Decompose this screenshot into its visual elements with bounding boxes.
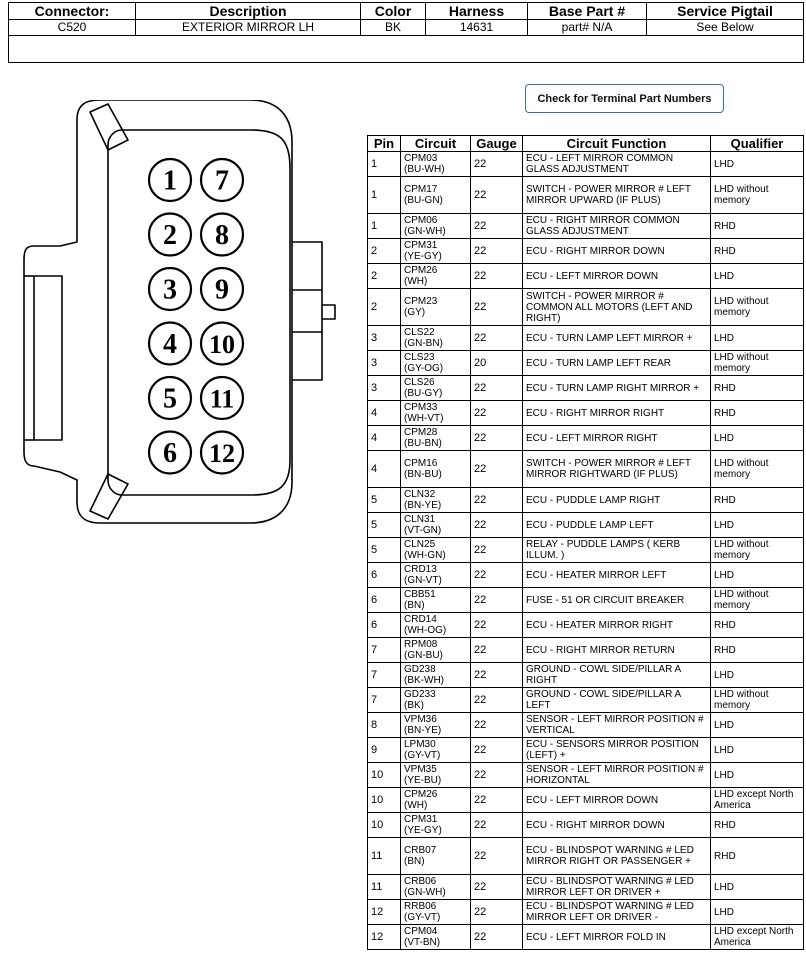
connector-top-latch <box>90 104 128 150</box>
circuit-cell <box>401 351 471 376</box>
qualifier-cell: LHD <box>711 513 804 538</box>
table-row <box>368 713 804 738</box>
table-row <box>368 738 804 763</box>
connector-pin-2 <box>149 214 191 256</box>
header-base-part-label: Base Part # <box>528 3 647 19</box>
circuit-cell <box>401 326 471 351</box>
circuit-function-cell: ECU - BLINDSPOT WARNING # LED MIRROR LEFT OR DRIVER - <box>523 900 711 925</box>
connector-pin-12 <box>201 432 243 474</box>
gauge-cell: 22 <box>471 613 523 638</box>
table-row <box>368 663 804 688</box>
circuit-code: CLS22 <box>404 327 435 338</box>
circuit-function-cell: ECU - RIGHT MIRROR DOWN <box>523 239 711 264</box>
gauge-cell: 22 <box>471 925 523 950</box>
header-color-label: Color <box>361 3 426 19</box>
pin-cell: 7 <box>368 663 401 688</box>
qualifier-cell: RHD <box>711 401 804 426</box>
qualifier-cell: LHD without memory <box>711 588 804 613</box>
gauge-cell: 22 <box>471 738 523 763</box>
circuit-cell <box>401 451 471 488</box>
pin-number-label: 11 <box>209 384 235 414</box>
circuit-cell <box>401 838 471 875</box>
check-terminal-part-numbers-button[interactable]: Check for Terminal Part Numbers <box>525 84 724 113</box>
header-description-label: Description <box>136 3 361 19</box>
qualifier-cell: LHD <box>711 875 804 900</box>
circuit-wire-color: (BK) <box>404 700 424 711</box>
circuit-wire-color: (WH) <box>404 800 428 811</box>
pin-cell: 12 <box>368 925 401 950</box>
circuit-code: CPM26 <box>404 265 438 276</box>
circuit-cell <box>401 152 471 177</box>
circuit-cell <box>401 239 471 264</box>
column-header-pin: Pin <box>368 136 401 152</box>
qualifier-cell: LHD without memory <box>711 688 804 713</box>
circuit-function-cell: ECU - SENSORS MIRROR POSITION (LEFT) + <box>523 738 711 763</box>
gauge-cell: 22 <box>471 376 523 401</box>
gauge-cell: 22 <box>471 214 523 239</box>
header-service-pigtail-value: See Below <box>696 20 754 34</box>
pin-cell: 8 <box>368 713 401 738</box>
pin-cell: 12 <box>368 900 401 925</box>
pin-cell: 4 <box>368 401 401 426</box>
pin-cell: 4 <box>368 451 401 488</box>
circuit-function-cell: ECU - LEFT MIRROR FOLD IN <box>523 925 711 950</box>
circuit-code: CLN25 <box>404 539 436 550</box>
circuit-code: LPM30 <box>404 739 436 750</box>
circuit-code: CRB06 <box>404 876 437 887</box>
circuit-wire-color: (WH) <box>404 276 428 287</box>
table-row <box>368 763 804 788</box>
circuit-cell <box>401 900 471 925</box>
pin-number-label: 9 <box>215 274 229 306</box>
header-harness-label: Harness <box>426 3 528 19</box>
header-base-part-value: part# N/A <box>528 19 647 35</box>
circuit-function-cell: ECU - RIGHT MIRROR RETURN <box>523 638 711 663</box>
qualifier-cell: LHD <box>711 763 804 788</box>
circuit-wire-color: (VT-BN) <box>404 937 441 948</box>
circuit-cell <box>401 875 471 900</box>
circuit-cell <box>401 538 471 563</box>
connector-left-lock <box>34 276 62 440</box>
circuit-function-cell: ECU - BLINDSPOT WARNING # LED MIRROR LEFT OR DRIVER + <box>523 875 711 900</box>
circuit-function-cell: SWITCH - POWER MIRROR # COMMON ALL MOTORS (LEFT AND RIGHT) <box>523 289 711 326</box>
circuit-code: CPM23 <box>404 296 438 307</box>
circuit-code: VPM35 <box>404 764 437 775</box>
pin-cell: 1 <box>368 152 401 177</box>
pin-number-label: 6 <box>163 438 177 469</box>
circuit-wire-color: (VT-GN) <box>404 525 442 536</box>
circuit-wire-color: (WH-OG) <box>404 625 447 636</box>
circuit-function-cell: ECU - LEFT MIRROR RIGHT <box>523 426 711 451</box>
qualifier-cell: LHD <box>711 738 804 763</box>
circuit-function-cell: GROUND - COWL SIDE/PILLAR A LEFT <box>523 688 711 713</box>
table-row <box>368 289 804 326</box>
qualifier-cell: RHD <box>711 214 804 239</box>
circuit-function-cell: ECU - BLINDSPOT WARNING # LED MIRROR RIGHT OR PASSENGER + <box>523 838 711 875</box>
connector-right-rib-top <box>292 242 322 290</box>
gauge-cell: 22 <box>471 713 523 738</box>
header-connector-value: C520 <box>9 19 136 35</box>
gauge-cell: 22 <box>471 451 523 488</box>
table-row <box>368 451 804 488</box>
circuit-code: GD238 <box>404 664 436 675</box>
header-harness-value: 14631 <box>426 19 528 35</box>
pin-number-label: 1 <box>163 165 177 197</box>
gauge-cell: 22 <box>471 813 523 838</box>
qualifier-cell: LHD <box>711 426 804 451</box>
connector-pin-layer <box>149 159 243 474</box>
circuit-code: CPM26 <box>404 789 438 800</box>
circuit-wire-color: (GN-BN) <box>404 338 443 349</box>
circuit-code: CPM31 <box>404 240 438 251</box>
circuit-function-cell: ECU - PUDDLE LAMP LEFT <box>523 513 711 538</box>
header-service-pigtail-label: Service Pigtail <box>677 3 773 19</box>
circuit-wire-color: (GY-OG) <box>404 363 444 374</box>
table-row <box>368 264 804 289</box>
table-row <box>368 177 804 214</box>
pin-cell: 4 <box>368 426 401 451</box>
pin-cell: 2 <box>368 264 401 289</box>
qualifier-cell: LHD <box>711 713 804 738</box>
circuit-cell <box>401 588 471 613</box>
circuit-wire-color: (GY-VT) <box>404 750 441 761</box>
circuit-cell <box>401 638 471 663</box>
pin-number-label: 5 <box>163 383 177 415</box>
gauge-cell: 22 <box>471 326 523 351</box>
pin-number-label: 2 <box>163 220 177 251</box>
qualifier-cell: RHD <box>711 376 804 401</box>
connector-header-table <box>8 2 804 63</box>
pin-cell: 2 <box>368 239 401 264</box>
pin-cell: 10 <box>368 763 401 788</box>
table-row <box>368 813 804 838</box>
gauge-cell: 22 <box>471 239 523 264</box>
circuit-function-cell: ECU - HEATER MIRROR LEFT <box>523 563 711 588</box>
pin-number-label: 8 <box>215 220 229 251</box>
circuit-wire-color: (GY) <box>404 307 426 318</box>
circuit-code: CRD14 <box>404 614 437 625</box>
circuit-function-cell: ECU - TURN LAMP RIGHT MIRROR + <box>523 376 711 401</box>
header-label-row <box>9 3 803 20</box>
pin-cell: 3 <box>368 326 401 351</box>
circuit-code: VPM36 <box>404 714 437 725</box>
table-row <box>368 613 804 638</box>
qualifier-cell: LHD without memory <box>711 289 804 326</box>
circuit-cell <box>401 177 471 214</box>
gauge-cell: 22 <box>471 900 523 925</box>
qualifier-cell: LHD without memory <box>711 351 804 376</box>
gauge-cell: 22 <box>471 838 523 875</box>
circuit-wire-color: (BN-YE) <box>404 725 442 736</box>
gauge-cell: 20 <box>471 351 523 376</box>
circuit-code: RPM08 <box>404 639 438 650</box>
circuit-cell <box>401 488 471 513</box>
qualifier-cell: RHD <box>711 813 804 838</box>
circuit-wire-color: (GN-WH) <box>404 226 446 237</box>
circuit-wire-color: (BU-GY) <box>404 388 443 399</box>
circuit-code: CLS23 <box>404 352 435 363</box>
qualifier-cell: LHD <box>711 152 804 177</box>
pin-cell: 10 <box>368 813 401 838</box>
gauge-cell: 22 <box>471 513 523 538</box>
gauge-cell: 22 <box>471 152 523 177</box>
circuit-cell <box>401 663 471 688</box>
circuit-function-cell: SENSOR - LEFT MIRROR POSITION # VERTICAL <box>523 713 711 738</box>
circuit-function-cell: ECU - TURN LAMP LEFT MIRROR + <box>523 326 711 351</box>
circuit-cell <box>401 376 471 401</box>
circuit-wire-color: (WH-GN) <box>404 550 446 561</box>
circuit-code: CPM06 <box>404 215 438 226</box>
circuit-function-cell: GROUND - COWL SIDE/PILLAR A RIGHT <box>523 663 711 688</box>
circuit-code: CLN32 <box>404 489 436 500</box>
column-header-circuit: Circuit <box>401 136 471 152</box>
gauge-cell: 22 <box>471 875 523 900</box>
qualifier-cell: RHD <box>711 488 804 513</box>
connector-pin-4 <box>149 323 191 365</box>
circuit-code: CBB51 <box>404 589 436 600</box>
table-row <box>368 426 804 451</box>
pin-cell: 1 <box>368 214 401 239</box>
qualifier-cell: LHD without memory <box>711 538 804 563</box>
circuit-function-cell: RELAY - PUDDLE LAMPS ( KERB ILLUM. ) <box>523 538 711 563</box>
connector-pin-5 <box>149 377 191 419</box>
table-row <box>368 638 804 663</box>
table-row <box>368 326 804 351</box>
gauge-cell: 22 <box>471 401 523 426</box>
circuit-wire-color: (BN) <box>404 600 425 611</box>
gauge-cell: 22 <box>471 177 523 214</box>
circuit-function-cell: ECU - RIGHT MIRROR COMMON GLASS ADJUSTMENT <box>523 214 711 239</box>
table-row <box>368 152 804 177</box>
header-description-value: EXTERIOR MIRROR LH <box>136 19 361 35</box>
table-row <box>368 538 804 563</box>
qualifier-cell: LHD except North America <box>711 788 804 813</box>
pin-cell: 11 <box>368 875 401 900</box>
table-row <box>368 239 804 264</box>
pin-cell: 11 <box>368 838 401 875</box>
circuit-code: CPM28 <box>404 427 438 438</box>
table-row <box>368 875 804 900</box>
pin-cell: 1 <box>368 177 401 214</box>
qualifier-cell: LHD without memory <box>711 451 804 488</box>
circuit-function-cell: ECU - PUDDLE LAMP RIGHT <box>523 488 711 513</box>
circuit-cell <box>401 688 471 713</box>
circuit-cell <box>401 925 471 950</box>
pin-number-label: 3 <box>163 274 177 306</box>
table-row <box>368 401 804 426</box>
table-row <box>368 588 804 613</box>
pin-cell: 5 <box>368 513 401 538</box>
qualifier-cell: LHD except North America <box>711 925 804 950</box>
header-value-row <box>9 19 803 36</box>
pin-cell: 7 <box>368 638 401 663</box>
circuit-cell <box>401 813 471 838</box>
header-connector-label: Connector: <box>9 3 136 19</box>
gauge-cell: 22 <box>471 426 523 451</box>
circuit-cell <box>401 788 471 813</box>
circuit-wire-color: (YE-GY) <box>404 825 442 836</box>
circuit-cell <box>401 613 471 638</box>
circuit-wire-color: (YE-GY) <box>404 251 442 262</box>
qualifier-cell: RHD <box>711 838 804 875</box>
circuit-wire-color: (BU-WH) <box>404 164 445 175</box>
circuit-cell <box>401 264 471 289</box>
circuit-wire-color: (GN-BU) <box>404 650 443 661</box>
pin-cell: 3 <box>368 351 401 376</box>
circuit-code: CPM31 <box>404 814 438 825</box>
connector-pin-1 <box>149 159 191 201</box>
connector-pin-11 <box>201 377 243 419</box>
column-header-gauge: Gauge <box>471 136 523 152</box>
circuit-function-cell: ECU - RIGHT MIRROR RIGHT <box>523 401 711 426</box>
pin-cell: 5 <box>368 488 401 513</box>
circuit-code: CPM33 <box>404 402 438 413</box>
circuit-function-cell: ECU - LEFT MIRROR DOWN <box>523 264 711 289</box>
gauge-cell: 22 <box>471 638 523 663</box>
gauge-cell: 22 <box>471 663 523 688</box>
table-row <box>368 214 804 239</box>
pin-cell: 5 <box>368 538 401 563</box>
connector-face-diagram <box>22 100 357 525</box>
circuit-wire-color: (GN-VT) <box>404 575 442 586</box>
circuit-function-cell: SWITCH - POWER MIRROR # LEFT MIRROR RIGHTWARD (IF PLUS) <box>523 451 711 488</box>
circuit-cell <box>401 426 471 451</box>
connector-pin-10 <box>201 323 243 365</box>
qualifier-cell: LHD <box>711 663 804 688</box>
pin-cell: 6 <box>368 563 401 588</box>
pin-number-label: 7 <box>215 165 229 197</box>
pin-cell: 2 <box>368 289 401 326</box>
connector-pin-3 <box>149 268 191 310</box>
table-row <box>368 513 804 538</box>
qualifier-cell: LHD <box>711 563 804 588</box>
circuit-function-cell: ECU - RIGHT MIRROR DOWN <box>523 813 711 838</box>
circuit-code: CPM03 <box>404 153 438 164</box>
header-color-value: BK <box>361 19 426 35</box>
pin-circuit-table <box>367 135 804 950</box>
pin-number-label: 12 <box>209 439 235 468</box>
gauge-cell: 22 <box>471 763 523 788</box>
circuit-wire-color: (BN-BU) <box>404 469 442 480</box>
connector-pin-8 <box>201 214 243 256</box>
circuit-function-cell: ECU - LEFT MIRROR DOWN <box>523 788 711 813</box>
table-row <box>368 488 804 513</box>
gauge-cell: 22 <box>471 488 523 513</box>
circuit-code: CPM16 <box>404 458 438 469</box>
circuit-function-cell: ECU - TURN LAMP LEFT REAR <box>523 351 711 376</box>
gauge-cell: 22 <box>471 538 523 563</box>
qualifier-cell: LHD <box>711 264 804 289</box>
circuit-cell <box>401 713 471 738</box>
circuit-cell <box>401 289 471 326</box>
pin-table-header-row <box>368 136 804 152</box>
pin-number-label: 4 <box>163 329 177 360</box>
pin-cell: 9 <box>368 738 401 763</box>
circuit-code: CPM17 <box>404 184 438 195</box>
circuit-cell <box>401 563 471 588</box>
circuit-code: RRB06 <box>404 901 437 912</box>
circuit-cell <box>401 763 471 788</box>
connector-pin-9 <box>201 268 243 310</box>
circuit-cell <box>401 214 471 239</box>
gauge-cell: 22 <box>471 788 523 813</box>
pin-cell: 6 <box>368 613 401 638</box>
table-row <box>368 563 804 588</box>
table-row <box>368 351 804 376</box>
circuit-cell <box>401 738 471 763</box>
circuit-cell <box>401 401 471 426</box>
gauge-cell: 22 <box>471 688 523 713</box>
table-row <box>368 376 804 401</box>
connector-right-rib-bottom <box>292 332 322 380</box>
connector-bottom-latch <box>90 474 128 519</box>
circuit-wire-color: (YE-BU) <box>404 775 442 786</box>
circuit-function-cell: FUSE - 51 OR CIRCUIT BREAKER <box>523 588 711 613</box>
circuit-wire-color: (BU-BN) <box>404 438 442 449</box>
pin-number-label: 10 <box>209 330 235 359</box>
circuit-code: CLN31 <box>404 514 436 525</box>
gauge-cell: 22 <box>471 588 523 613</box>
circuit-function-cell: SENSOR - LEFT MIRROR POSITION # HORIZONTAL <box>523 763 711 788</box>
circuit-code: CRD13 <box>404 564 437 575</box>
circuit-code: CRB07 <box>404 845 437 856</box>
circuit-function-cell: ECU - LEFT MIRROR COMMON GLASS ADJUSTMENT <box>523 152 711 177</box>
qualifier-cell: RHD <box>711 613 804 638</box>
pin-cell: 7 <box>368 688 401 713</box>
table-row <box>368 838 804 875</box>
qualifier-cell: RHD <box>711 638 804 663</box>
qualifier-cell: LHD without memory <box>711 177 804 214</box>
gauge-cell: 22 <box>471 563 523 588</box>
pin-cell: 6 <box>368 588 401 613</box>
table-row <box>368 925 804 950</box>
column-header-qualifier: Qualifier <box>711 136 804 152</box>
circuit-code: CPM04 <box>404 926 438 937</box>
circuit-function-cell: ECU - HEATER MIRROR RIGHT <box>523 613 711 638</box>
circuit-code: GD233 <box>404 689 436 700</box>
qualifier-cell: RHD <box>711 239 804 264</box>
table-row <box>368 688 804 713</box>
connector-right-rib-mid <box>322 305 335 319</box>
pin-cell: 10 <box>368 788 401 813</box>
pin-cell: 3 <box>368 376 401 401</box>
column-header-circuit-function: Circuit Function <box>523 136 711 152</box>
gauge-cell: 22 <box>471 264 523 289</box>
connector-pin-7 <box>201 159 243 201</box>
circuit-wire-color: (BN) <box>404 856 425 867</box>
table-row <box>368 788 804 813</box>
circuit-code: CLS26 <box>404 377 435 388</box>
connector-inner-face <box>108 130 290 495</box>
circuit-wire-color: (BU-GN) <box>404 195 443 206</box>
circuit-cell <box>401 513 471 538</box>
circuit-wire-color: (BK-WH) <box>404 675 444 686</box>
circuit-function-cell: SWITCH - POWER MIRROR # LEFT MIRROR UPWARD (IF PLUS) <box>523 177 711 214</box>
circuit-wire-color: (GN-WH) <box>404 887 446 898</box>
connector-pin-6 <box>149 432 191 474</box>
table-row <box>368 900 804 925</box>
qualifier-cell: LHD <box>711 900 804 925</box>
circuit-wire-color: (BN-YE) <box>404 500 442 511</box>
qualifier-cell: LHD <box>711 326 804 351</box>
circuit-wire-color: (GY-VT) <box>404 912 441 923</box>
circuit-wire-color: (WH-VT) <box>404 413 444 424</box>
gauge-cell: 22 <box>471 289 523 326</box>
